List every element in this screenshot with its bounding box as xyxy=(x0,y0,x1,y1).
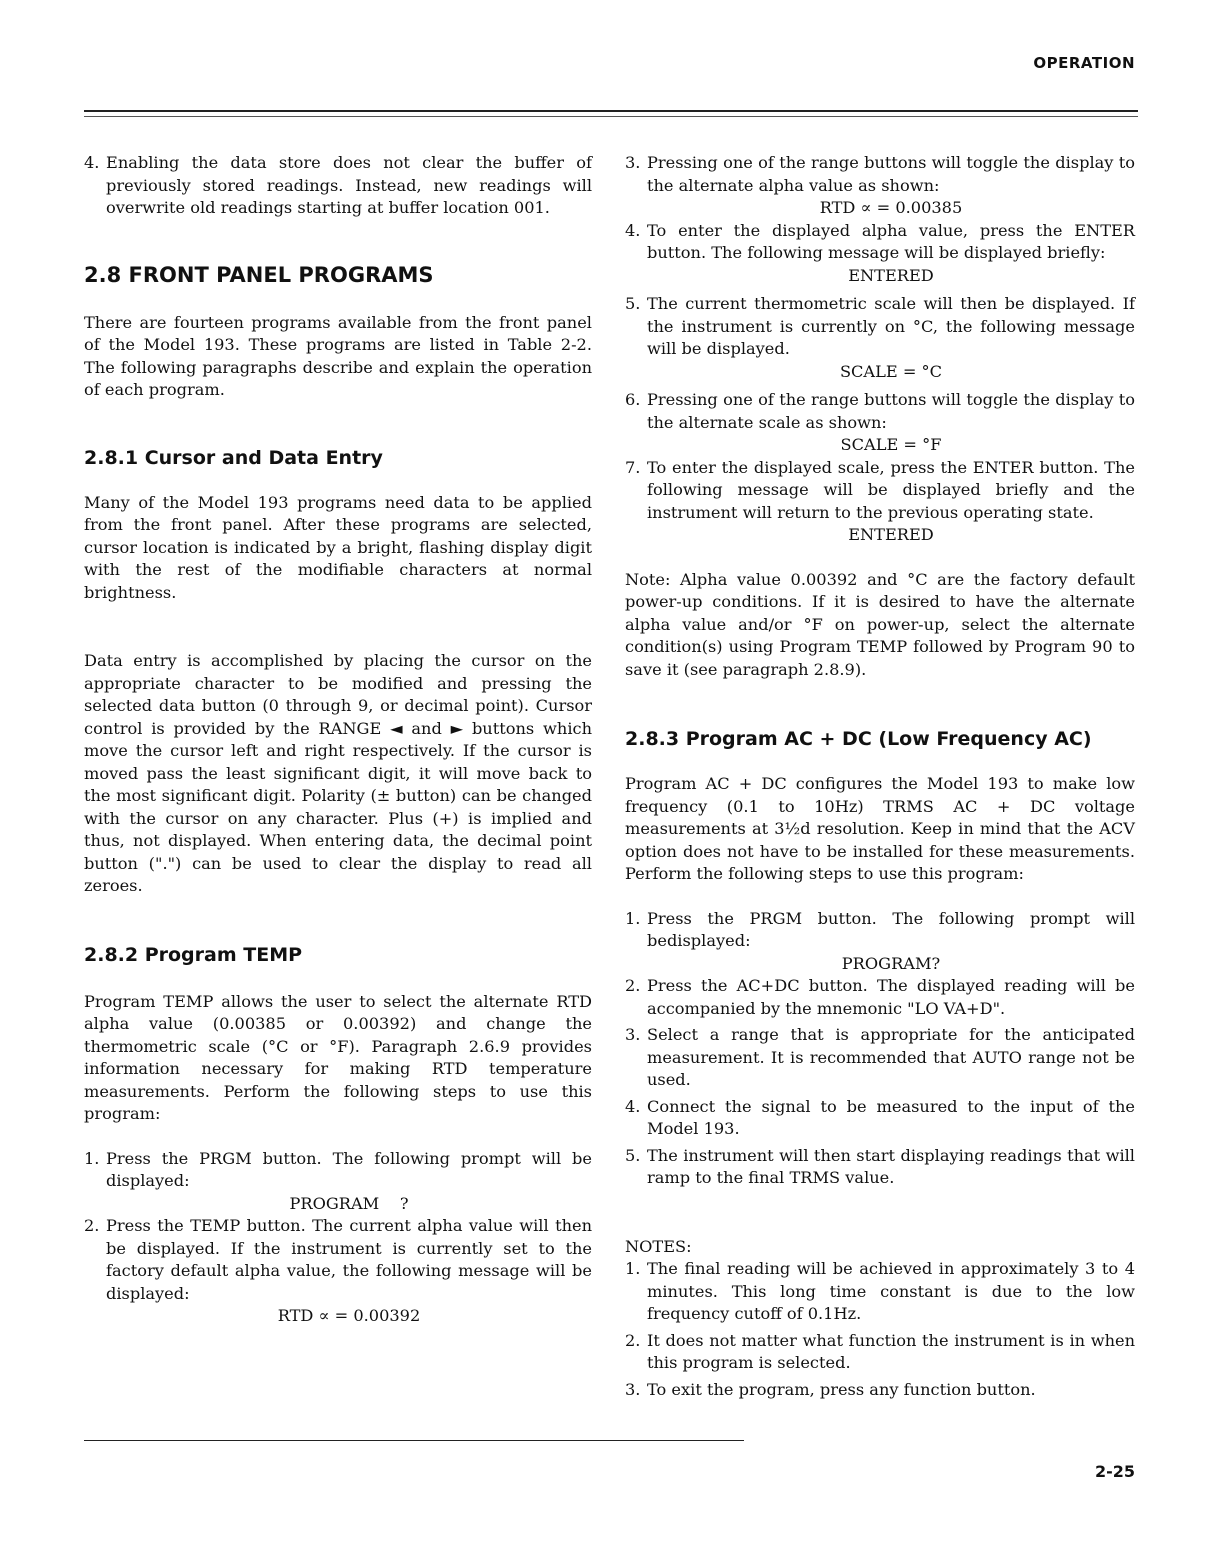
display-message: PROGRAM? xyxy=(841,953,941,973)
list-item xyxy=(625,293,1135,383)
item-number: 4. xyxy=(84,153,100,172)
item-number: 2. xyxy=(84,1216,100,1235)
item-text: Enabling the data store does not clear the buffer of previously stored readings. Instead, new readings will overwrite old readings starting at buffer location 001. xyxy=(106,153,592,217)
item-text: The final reading will be achieved in approximately 3 to 4 minutes. This long time constant is due to the low frequency cutoff of 0.1Hz. xyxy=(647,1259,1135,1323)
list-item xyxy=(625,220,1135,288)
item-number: 2. xyxy=(625,1330,641,1350)
list-item xyxy=(84,152,592,220)
display-message: PROGRAM ? xyxy=(289,1193,409,1213)
item-number: 7. xyxy=(625,457,641,477)
item-number: 5. xyxy=(625,294,641,313)
item-text: Connect the signal to be measured to the input of the Model 193. xyxy=(647,1096,1135,1138)
item-number: 3. xyxy=(625,153,641,172)
item-text: Pressing one of the range buttons will toggle the display to the alternate scale as shown: xyxy=(647,390,1135,432)
list-item xyxy=(625,1096,1135,1141)
display-message: SCALE = °F xyxy=(840,435,942,454)
item-number: 3. xyxy=(625,1025,641,1044)
data-store-list xyxy=(84,152,592,220)
item-number: 1. xyxy=(84,1148,100,1168)
item-number: 5. xyxy=(625,1145,641,1165)
list-item xyxy=(625,1379,1135,1402)
list-item xyxy=(625,152,1135,220)
item-text: Pressing one of the range buttons will toggle the display to the alternate alpha value as shown: xyxy=(647,153,1135,195)
display-message: RTD ∝ = 0.00392 xyxy=(277,1306,421,1325)
item-number: 6. xyxy=(625,390,641,409)
list-item xyxy=(625,1145,1135,1190)
section-header-label: OPERATION xyxy=(1033,54,1135,72)
item-text: Select a range that is appropriate for the anticipated measurement. It is recommended that AUTO range not be used. xyxy=(647,1025,1135,1089)
acdc-intro: Program AC + DC configures the Model 193 to make low frequency (0.1 to 10Hz) TRMS AC + DC voltage measurements at 3½d resolution. Keep in mind that the ACV option does not have to be installed for these measurements. Perform the following steps to use this program: xyxy=(625,774,1135,883)
temp-steps-list xyxy=(84,1148,592,1328)
list-item xyxy=(84,1215,592,1328)
item-text: The current thermometric scale will then be displayed. If the instrument is currently on °C, the following message will be displayed. xyxy=(647,294,1135,358)
page-number: 2-25 xyxy=(1094,1462,1135,1481)
section-intro: There are fourteen programs available from the front panel of the Model 193. These programs are listed in Table 2-2. The following paragraphs describe and explain the operation of each program. xyxy=(84,312,592,399)
list-item xyxy=(625,1330,1135,1375)
item-number: 4. xyxy=(625,1096,641,1116)
item-text: It does not matter what function the instrument is in when this program is selected. xyxy=(647,1330,1135,1372)
notes-label: NOTES: xyxy=(625,1236,692,1256)
item-number: 4. xyxy=(625,220,641,240)
section-heading-2-8-3: 2.8.3 Program AC + DC (Low Frequency AC) xyxy=(625,728,1092,750)
item-text: Press the TEMP button. The current alpha value will then be displayed. If the instrument is currently set to the factory default alpha value, the following message will be displayed: xyxy=(106,1216,592,1303)
item-text: To enter the displayed scale, press the ENTER button. The following message will be displayed briefly and the instrument will return to the previous operating state. xyxy=(647,457,1135,522)
bottom-rule xyxy=(84,1440,744,1441)
display-message: ENTERED xyxy=(848,525,934,544)
display-message: SCALE = °C xyxy=(839,361,943,381)
item-number: 1. xyxy=(625,1259,641,1278)
list-item xyxy=(625,1024,1135,1092)
item-text: To enter the displayed alpha value, press the ENTER button. The following message will be displayed briefly: xyxy=(647,220,1135,262)
display-message: RTD ∝ = 0.00385 xyxy=(819,198,963,217)
item-text: Press the PRGM button. The following prompt will be displayed: xyxy=(106,1148,592,1190)
top-rule xyxy=(84,110,1138,112)
list-item xyxy=(625,1258,1135,1326)
left-column xyxy=(84,152,592,1328)
item-number: 1. xyxy=(625,908,641,928)
list-item xyxy=(625,975,1135,1020)
list-item xyxy=(625,389,1135,457)
list-item xyxy=(625,457,1135,547)
item-number: 3. xyxy=(625,1379,641,1399)
factory-default-note: Note: Alpha value 0.00392 and °C are the factory default power-up conditions. If it is desired to have the alternate alpha value and/or °F on power-up, select the alternate condition(s) using Program TEMP followed by Program 90 to save it (see paragraph 2.8.9). xyxy=(625,569,1135,679)
display-message: ENTERED xyxy=(848,265,934,285)
right-column xyxy=(625,152,1135,1401)
temp-intro: Program TEMP allows the user to select the alternate RTD alpha value (0.00385 or 0.00392) and change the thermometric scale (°C or °F). Paragraph 2.6.9 provides information necessary for making RTD temperature measurements. Perform the following steps to use this program: xyxy=(84,991,592,1123)
top-rule-thin xyxy=(84,116,1138,117)
cursor-paragraph-2: Data entry is accomplished by placing the cursor on the appropriate character to be modified and pressing the selected data button (0 through 9, or decimal point). Cursor control is provided by the RANGE ◄ and ► buttons which move the cursor left and right respectively. If the cursor is moved pass the least significant digit, it will move back to the most significant digit. Polarity (± button) can be changed with the cursor on any character. Plus (+) is implied and thus, not displayed. When entering data, the decimal point button (".") can be used to clear the display to read all zeroes. xyxy=(84,651,592,895)
list-item xyxy=(625,908,1135,976)
section-heading-2-8-1: 2.8.1 Cursor and Data Entry xyxy=(84,446,383,469)
temp-steps-continued xyxy=(625,152,1135,547)
cursor-paragraph-1: Many of the Model 193 programs need data to be applied from the front panel. After these programs are selected, cursor location is indicated by a bright, flashing display digit with the rest of the modifiable characters at normal brightness. xyxy=(84,492,592,602)
section-heading-2-8-2: 2.8.2 Program TEMP xyxy=(84,943,303,966)
item-number: 2. xyxy=(625,976,641,995)
item-text: The instrument will then start displaying readings that will ramp to the final TRMS value. xyxy=(647,1145,1135,1187)
list-item xyxy=(84,1148,592,1216)
item-text: To exit the program, press any function button. xyxy=(647,1379,1036,1399)
notes-list xyxy=(625,1258,1135,1401)
item-text: Press the AC+DC button. The displayed reading will be accompanied by the mnemonic "LO VA+D". xyxy=(647,976,1135,1018)
section-heading-2-8: 2.8 FRONT PANEL PROGRAMS xyxy=(84,262,434,287)
acdc-steps-list xyxy=(625,908,1135,1190)
item-text: Press the PRGM button. The following prompt will bedisplayed: xyxy=(647,908,1135,950)
